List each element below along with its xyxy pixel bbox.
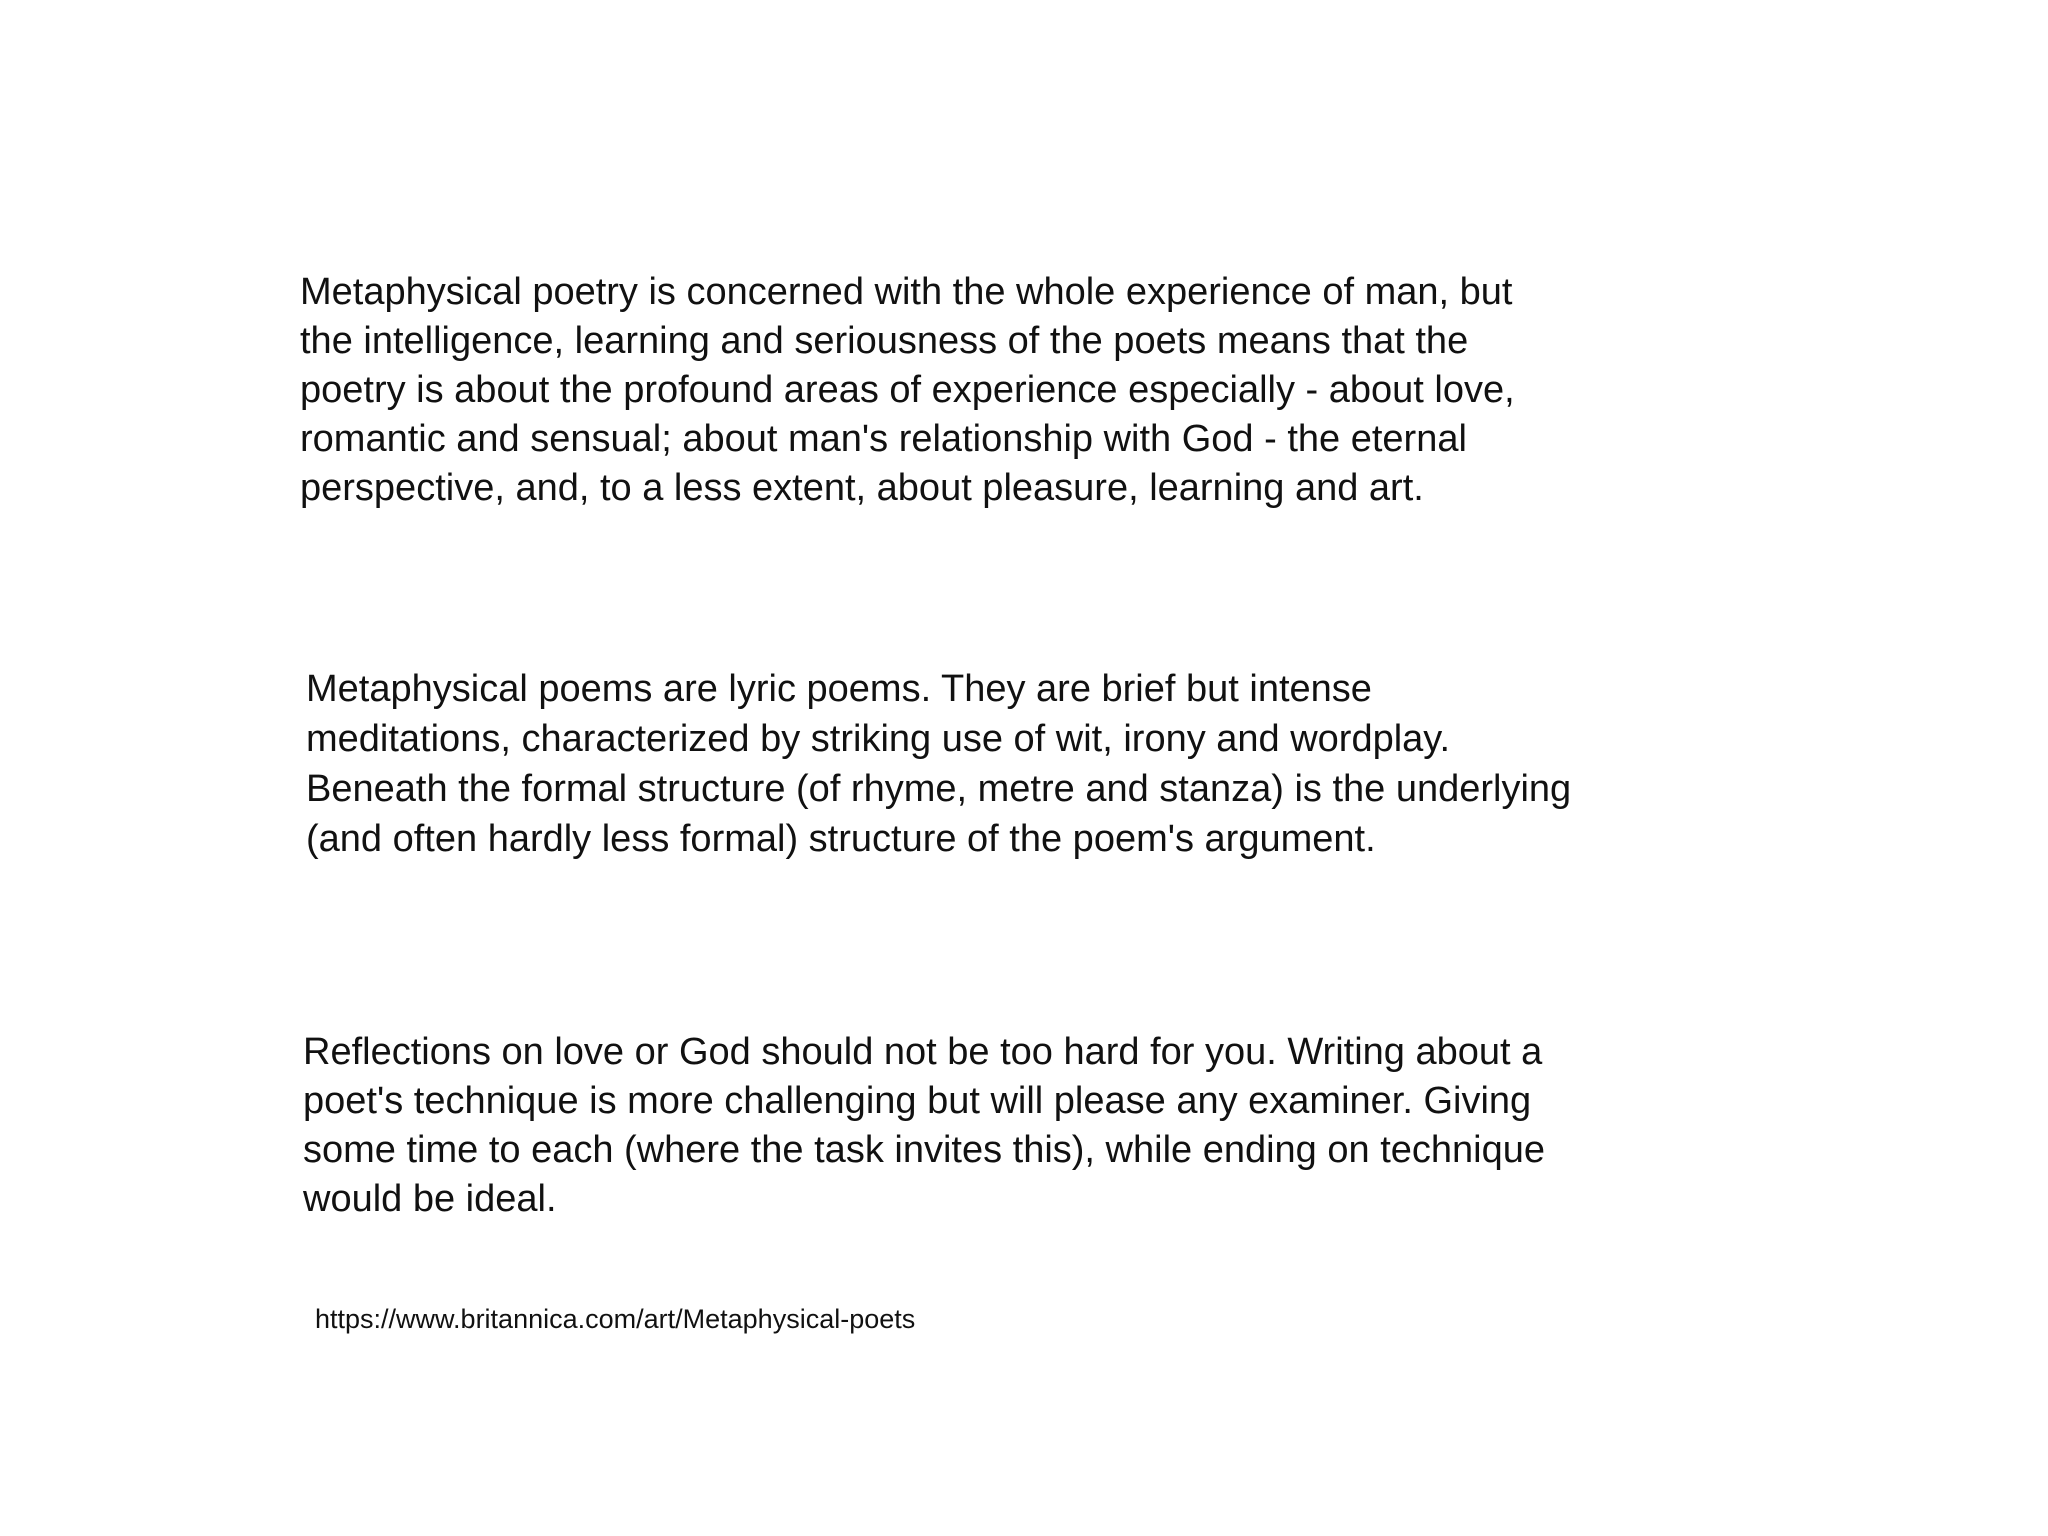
paragraph-line: would be ideal.	[303, 1178, 557, 1220]
paragraph-line: Reflections on love or God should not be too hard for you. Writing about a	[303, 1031, 1543, 1073]
paragraph-line: meditations, characterized by striking use of wit, irony and wordplay.	[306, 718, 1451, 760]
paragraph-line: Metaphysical poems are lyric poems. They are brief but intense	[306, 668, 1372, 710]
paragraph-line: poetry is about the profound areas of experience especially - about love,	[300, 369, 1515, 411]
paragraph-line: Beneath the formal structure (of rhyme, metre and stanza) is the underlying	[306, 768, 1572, 810]
paragraph-line: (and often hardly less formal) structure of the poem's argument.	[306, 818, 1376, 860]
paragraph-line: Metaphysical poetry is concerned with the whole experience of man, but	[300, 271, 1513, 313]
paragraph-line: some time to each (where the task invites this), while ending on technique	[303, 1129, 1545, 1171]
paragraph-line: perspective, and, to a less extent, about pleasure, learning and art.	[300, 467, 1424, 509]
paragraph-line: the intelligence, learning and seriousness of the poets means that the	[300, 320, 1469, 362]
paragraph-exam-advice	[303, 1028, 1545, 1224]
paragraph-lyric-poems	[306, 664, 1571, 864]
paragraph-line: romantic and sensual; about man's relationship with God - the eternal	[300, 418, 1467, 460]
paragraph-line: poet's technique is more challenging but will please any examiner. Giving	[303, 1080, 1532, 1122]
source-url: https://www.britannica.com/art/Metaphysical-poets	[315, 1304, 916, 1334]
paragraph-metaphysical-poetry-scope	[300, 268, 1515, 513]
